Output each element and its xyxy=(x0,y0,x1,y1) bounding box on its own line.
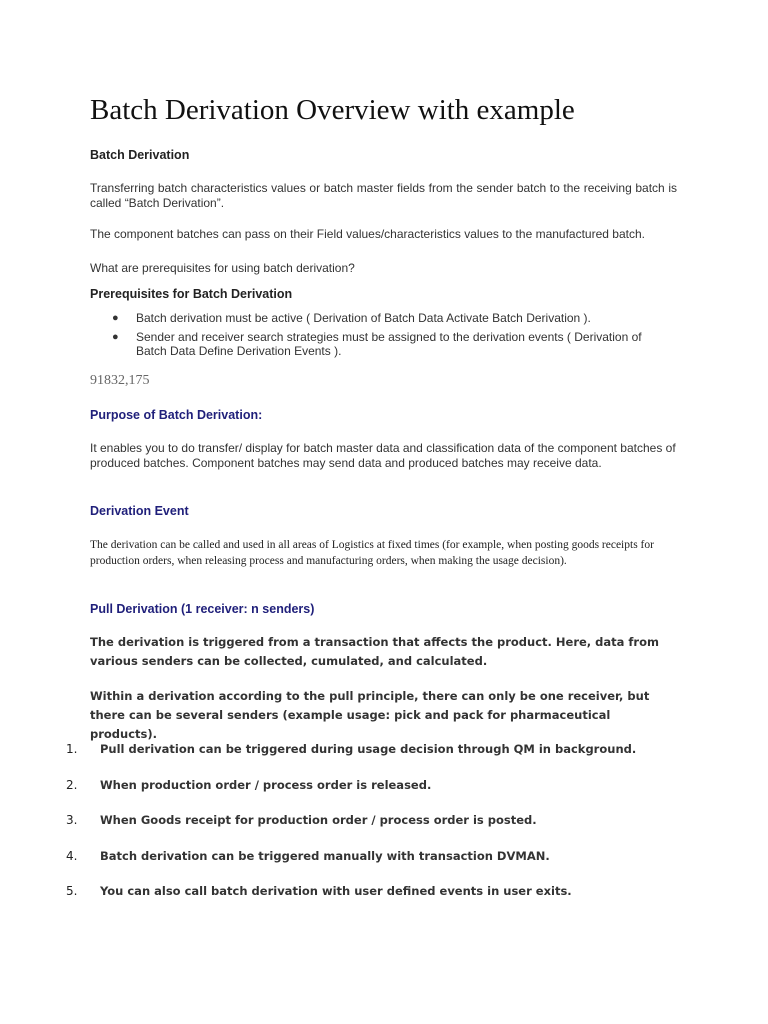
list-item-text: Sender and receiver search strategies must be assigned to the derivation events ( Derivation of Batch Data Define Derivation Events ). xyxy=(136,329,642,358)
list-item xyxy=(66,811,686,847)
list-item-number: 4. xyxy=(66,848,78,863)
list-item-number: 5. xyxy=(66,884,78,898)
list-item-number: 2. xyxy=(66,777,78,792)
list-item-text: When production order / process order is released. xyxy=(100,777,432,792)
section-heading-pull-derivation: Pull Derivation (1 receiver: n senders) xyxy=(90,602,315,616)
prerequisites-list xyxy=(112,311,668,363)
list-item-number: 3. xyxy=(66,813,78,827)
purpose-paragraph: It enables you to do transfer/ display for batch master data and classification data of the component batches of produced batches. Component batches may send data and produced batches may receive data. xyxy=(90,441,676,470)
list-item-text: Batch derivation can be triggered manually with transaction DVMAN. xyxy=(100,848,550,863)
section-heading-prerequisites: Prerequisites for Batch Derivation xyxy=(90,287,293,301)
list-item xyxy=(112,330,668,359)
intro-paragraph: Transferring batch characteristics values or batch master fields from the sender batch to the receiving batch is called “Batch Derivation”. xyxy=(90,181,677,210)
bullet-icon: ● xyxy=(112,312,119,324)
list-item xyxy=(112,311,668,326)
list-item-number: 1. xyxy=(66,742,78,756)
pull-derivation-paragraph-2: Within a derivation according to the pull principle, there can only be one receiver, but there can be several senders (example usage: pick and pack for pharmaceutical products). xyxy=(90,689,650,741)
list-item-text: Batch derivation must be active ( Derivation of Batch Data Activate Batch Derivation ). xyxy=(136,311,591,325)
list-item xyxy=(66,740,686,776)
list-item xyxy=(66,847,686,883)
list-item-text: You can also call batch derivation with user defined events in user exits. xyxy=(100,884,572,898)
section-heading-batch-derivation: Batch Derivation xyxy=(90,148,190,162)
list-item xyxy=(66,882,686,918)
list-item-text: Pull derivation can be triggered during usage decision through QM in background. xyxy=(100,742,637,756)
list-item-text: When Goods receipt for production order / process order is posted. xyxy=(100,813,537,827)
list-item xyxy=(66,776,686,812)
document-code: 91832,175 xyxy=(90,373,150,388)
section-heading-purpose: Purpose of Batch Derivation: xyxy=(90,408,263,422)
section-heading-derivation-event: Derivation Event xyxy=(90,504,189,518)
component-batches-paragraph: The component batches can pass on their Field values/characteristics values to the manufactured batch. xyxy=(90,227,645,241)
page-title: Batch Derivation Overview with example xyxy=(90,94,575,126)
prerequisites-question: What are prerequisites for using batch derivation? xyxy=(90,261,355,275)
pull-derivation-paragraph-1: The derivation is triggered from a transaction that affects the product. Here, data from various senders can be collected, cumulated, and calculated. xyxy=(90,635,659,668)
pull-derivation-triggers-list xyxy=(66,740,686,918)
bullet-icon: ● xyxy=(112,330,119,343)
derivation-event-paragraph: The derivation can be called and used in all areas of Logistics at fixed times (for example, when posting goods receipts for production orders, when releasing process and manufacturing orders, when making the usage decision). xyxy=(90,539,654,567)
